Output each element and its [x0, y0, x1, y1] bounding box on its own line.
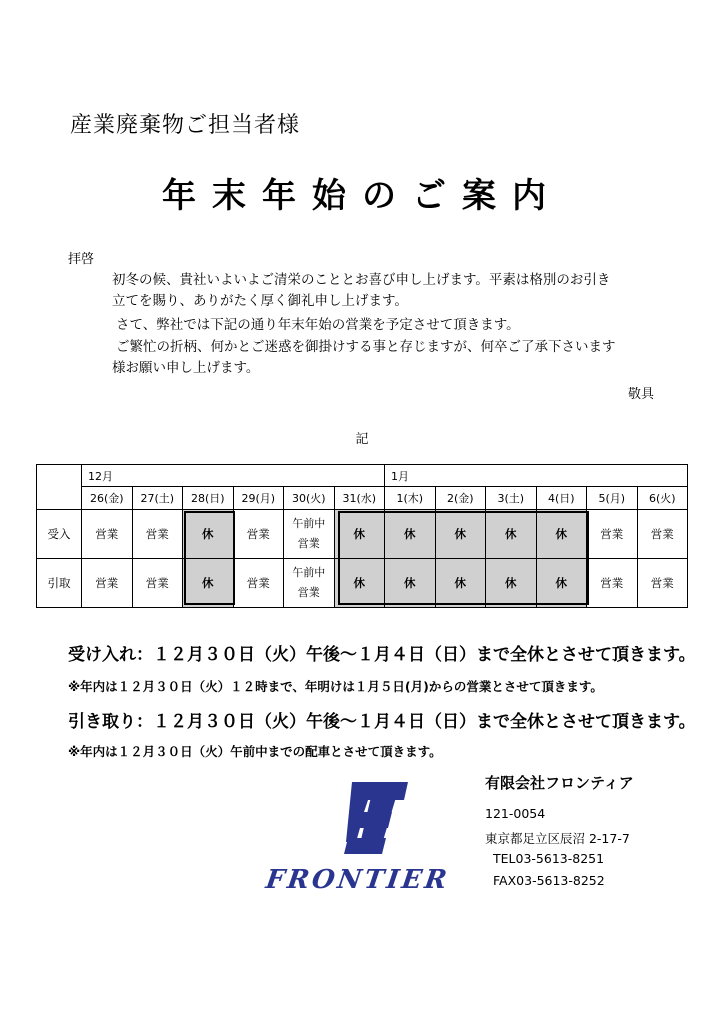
postal-code: 121-0054	[485, 806, 546, 821]
day-header: 31(水)	[334, 487, 385, 510]
month-jan: 1月	[385, 465, 688, 487]
status-cell-closed: 休	[435, 510, 486, 559]
day-header: 29(月)	[233, 487, 284, 510]
day-header: 6(火)	[637, 487, 688, 510]
greeting: 拝啓	[68, 252, 95, 267]
note-pickup: ※年内は１２月３０日（火）午前中までの配車とさせて頂きます。	[68, 744, 442, 759]
company-tel: TEL03-5613-8251	[493, 851, 605, 866]
closing: 敬具	[627, 387, 654, 402]
notice-pickup: 引き取り：１２月３０日（火）午後～１月４日（日）まで全休とさせて頂きます。	[68, 712, 696, 732]
body-line-3: さて、弊社では下記の通り年末年始の営業を予定させて頂きます。	[116, 317, 520, 333]
status-cell-closed: 休	[435, 559, 486, 608]
status-cell-closed: 休	[183, 559, 234, 608]
company-fax: FAX03-5613-8252	[493, 873, 605, 888]
status-cell-closed: 休	[183, 510, 234, 559]
closed-block-outline	[184, 511, 235, 605]
status-cell-closed: 休	[385, 559, 436, 608]
status-cell: 営業	[587, 559, 638, 608]
status-cell-closed: 休	[536, 559, 587, 608]
status-cell-closed: 休	[385, 510, 436, 559]
day-header: 1(木)	[385, 487, 436, 510]
status-cell: 営業	[132, 510, 183, 559]
status-cell-closed: 休	[486, 559, 537, 608]
status-cell: 営業	[587, 510, 638, 559]
closed-block-outline	[338, 511, 589, 605]
ki-heading: 記	[355, 432, 369, 447]
status-cell-am	[284, 510, 335, 559]
note-receive: ※年内は１２月３０日（火）１２時まで、年明けは１月５日(月)からの営業とさせて頂きます。	[68, 679, 603, 694]
company-address: 東京都足立区辰沼 2-17-7	[485, 831, 630, 846]
status-cell: 営業	[132, 559, 183, 608]
body-line-5: 様お願い申し上げます。	[112, 360, 260, 376]
status-cell-closed: 休	[486, 510, 537, 559]
status-cell: 営業	[637, 559, 688, 608]
status-cell-closed: 休	[536, 510, 587, 559]
body-line-4: ご繁忙の折柄、何かとご迷惑を御掛けする事と存じますが、何卒ご了承下さいます	[116, 339, 616, 355]
status-cell: 営業	[82, 510, 133, 559]
body-line-2: 立てを賜り、ありがたく厚く御礼申し上げます。	[112, 293, 408, 309]
row-label-pickup: 引取	[37, 559, 82, 608]
status-cell: 営業	[637, 510, 688, 559]
month-dec: 12月	[82, 465, 385, 487]
status-cell: 営業	[82, 559, 133, 608]
day-header: 2(金)	[435, 487, 486, 510]
day-header: 4(日)	[536, 487, 587, 510]
status-cell-am	[284, 559, 335, 608]
day-header: 5(月)	[587, 487, 638, 510]
status-cell: 営業	[233, 510, 284, 559]
day-header: 26(金)	[82, 487, 133, 510]
status-cell: 営業	[233, 559, 284, 608]
am-label: 午前中	[292, 566, 326, 579]
am-sub-label: 営業	[297, 586, 320, 599]
body-line-1: 初冬の候、貴社いよいよご清栄のこととお喜び申し上げます。平素は格別のお引き	[112, 272, 611, 288]
am-sub-label: 営業	[297, 537, 320, 550]
am-label: 午前中	[292, 517, 326, 530]
row-label-receive: 受入	[37, 510, 82, 559]
day-header: 27(土)	[132, 487, 183, 510]
page-title: 年末年始のご案内	[162, 176, 562, 216]
status-cell-closed: 休	[334, 559, 385, 608]
company-name: 有限会社フロンティア	[485, 774, 634, 792]
day-header: 3(土)	[486, 487, 537, 510]
status-cell-closed: 休	[334, 510, 385, 559]
day-header: 28(日)	[183, 487, 234, 510]
day-header: 30(火)	[284, 487, 335, 510]
notice-receive: 受け入れ：１２月３０日（火）午後～１月４日（日）まで全休とさせて頂きます。	[68, 645, 696, 665]
corner-cell	[37, 465, 82, 510]
logo-wordmark: FRONTIER	[263, 864, 452, 895]
frontier-logo	[263, 778, 455, 898]
addressee: 産業廃棄物ご担当者様	[70, 113, 301, 138]
